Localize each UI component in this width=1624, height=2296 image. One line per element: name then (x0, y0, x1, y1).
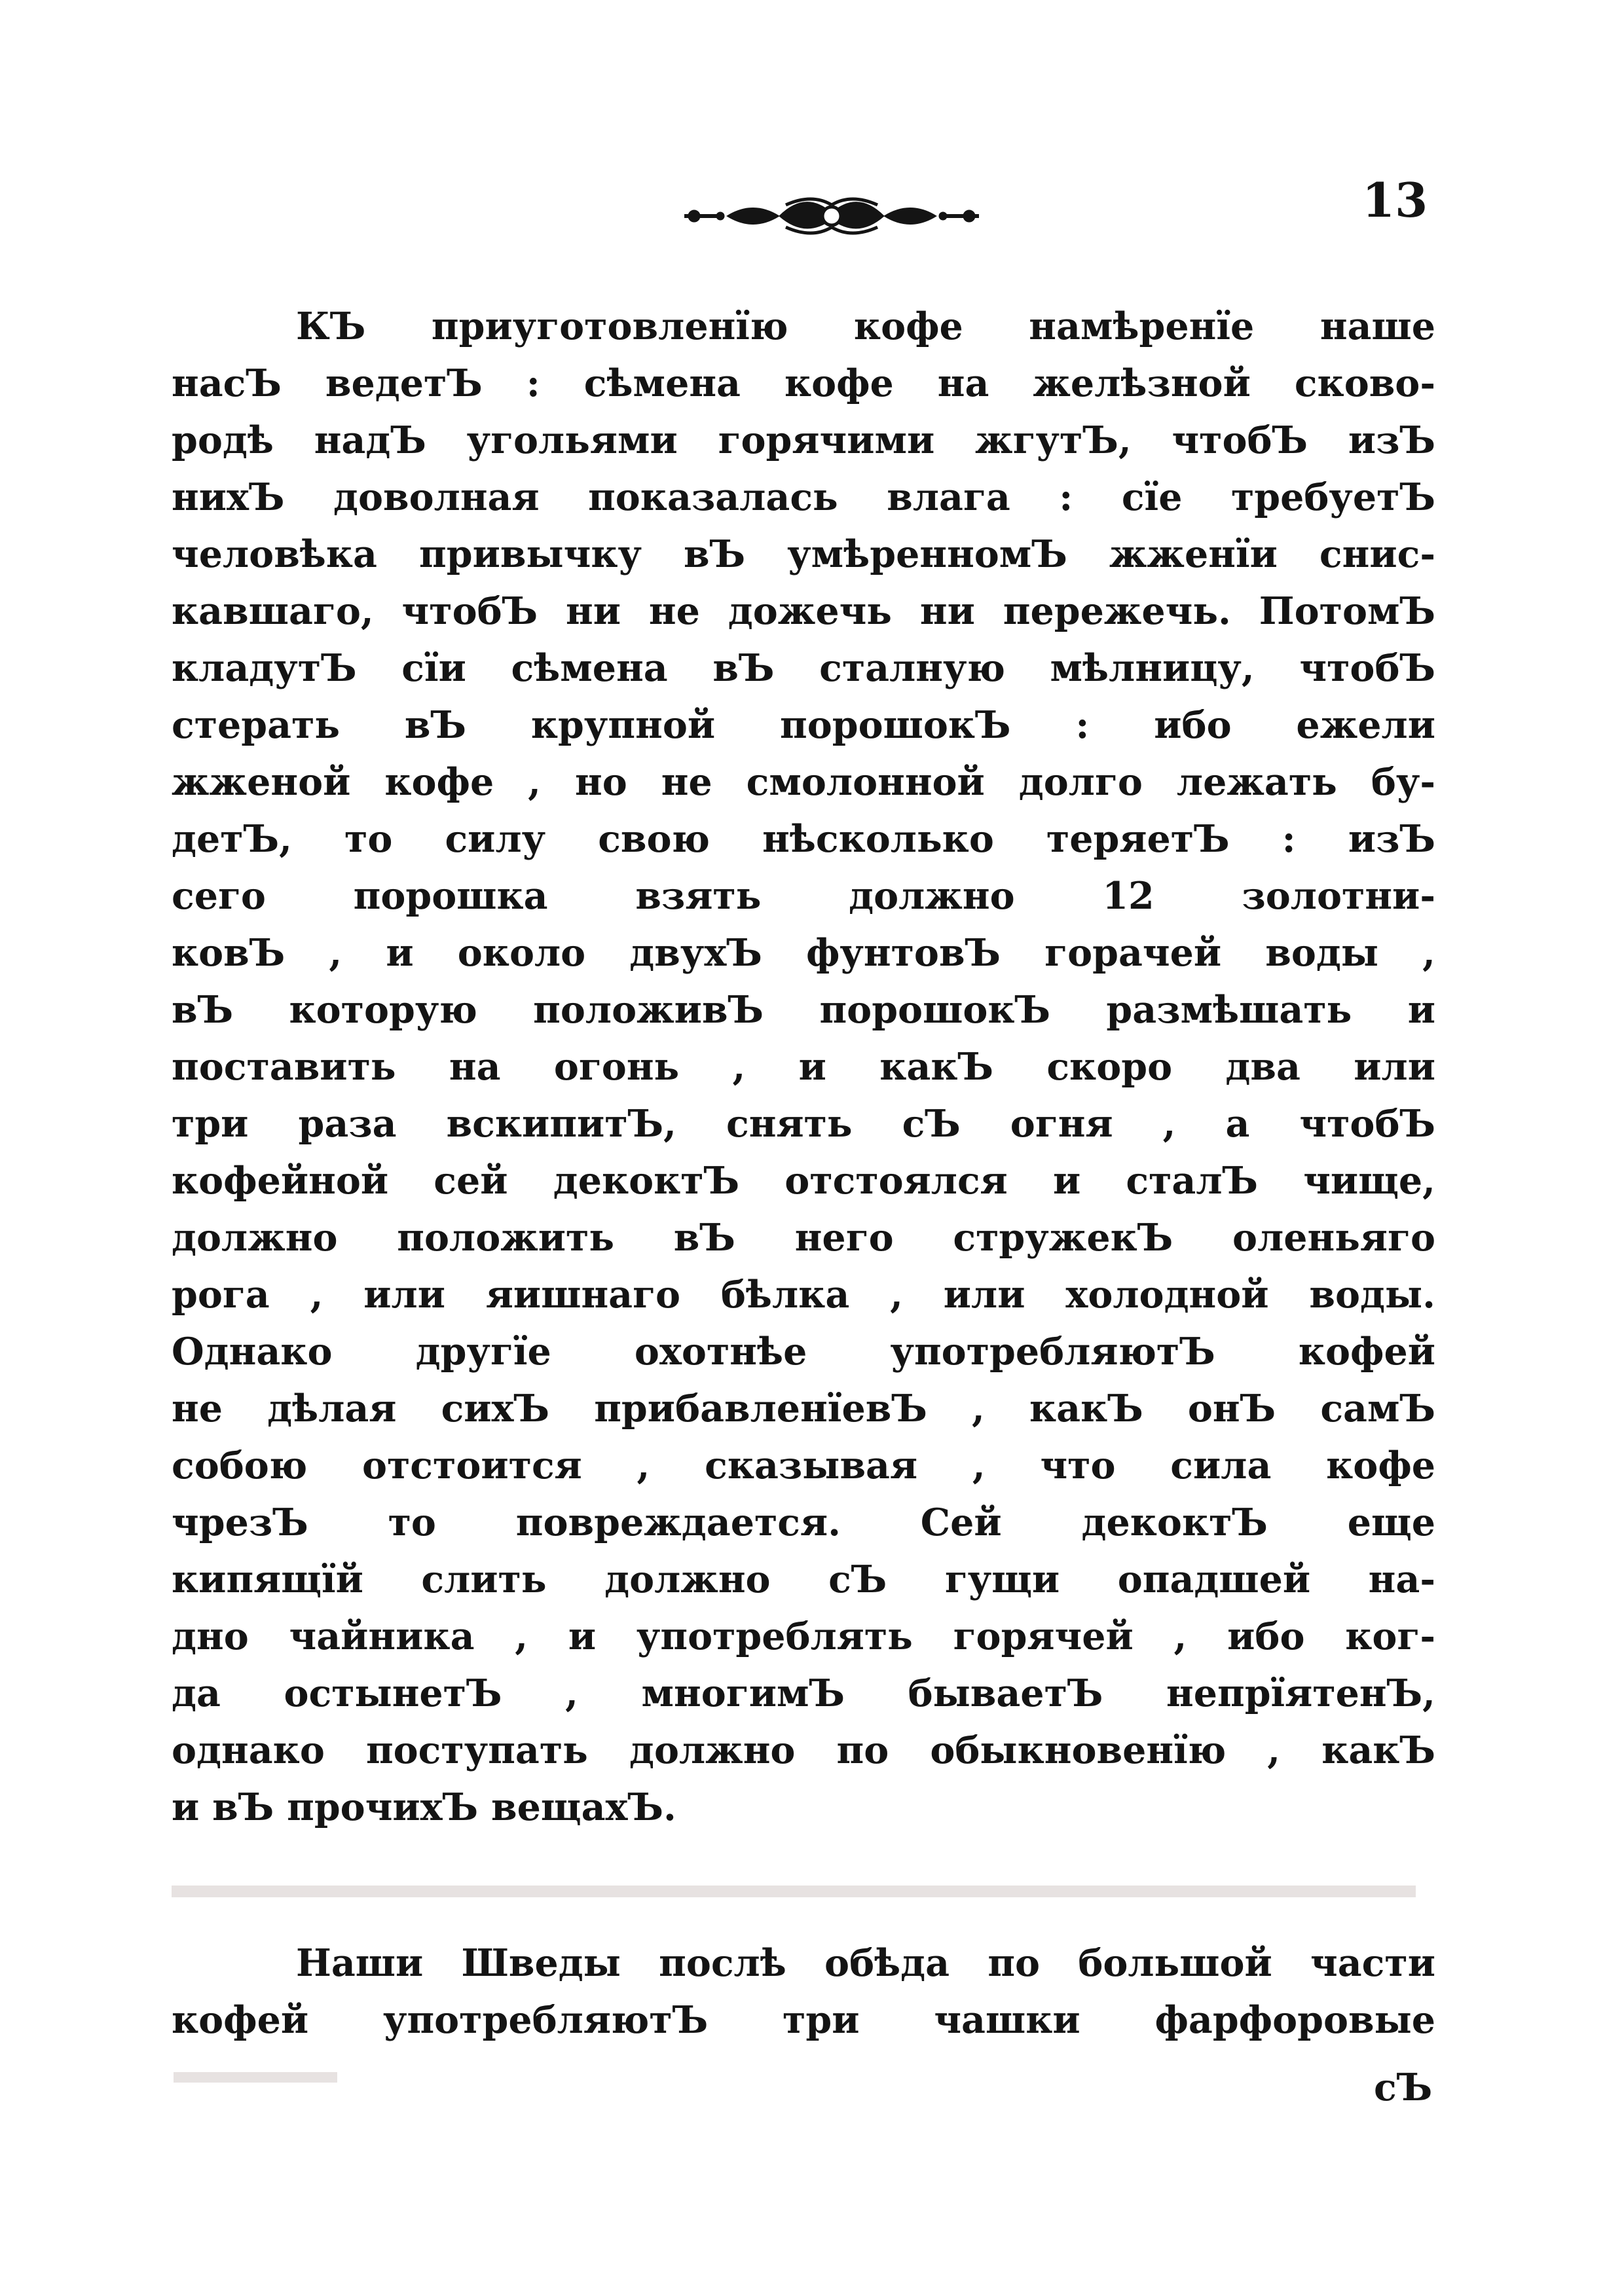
text-line: чрезЪ то повреждается. Сей декоктЪ еще (172, 1501, 1435, 1544)
text-line: кофейной сей декоктЪ отстоялся и сталЪ чище, (172, 1159, 1435, 1203)
text-line: поставить на огонь , и какЪ скоро два или (172, 1045, 1435, 1089)
text-line: не дѣлая сихЪ прибавленїевЪ , какЪ онЪ самЪ (172, 1387, 1435, 1430)
text-line: дно чайника , и употреблять горячей , ибо ког- (172, 1614, 1435, 1658)
text-line: нихЪ доволная показалась влага : сїе требуетЪ (172, 475, 1435, 519)
text-line: кавшаго, чтобЪ ни не дожечь ни пережечь. ПотомЪ (172, 589, 1435, 633)
text-line: вЪ которую положивЪ порошокЪ размѣшать и (172, 988, 1435, 1032)
text-line: три раза вскипитЪ, снять сЪ огня , а чтобЪ (172, 1102, 1435, 1146)
text-line: Наши Шведы послѣ обѣда по большой части (296, 1941, 1435, 1985)
text-line: стерать вЪ крупной порошокЪ : ибо ежели (172, 703, 1435, 747)
catchword: сЪ (1374, 2066, 1433, 2109)
text-line: и вЪ прочихЪ вещахЪ. (172, 1785, 676, 1829)
text-line: жженой кофе , но не смолонной долго лежать бу- (172, 760, 1435, 804)
text-line: ковЪ , и около двухЪ фунтовЪ горачей воды , (172, 931, 1435, 975)
text-line: рога , или яишнаго бѣлка , или холодной воды. (172, 1273, 1435, 1317)
page-number: 13 (1362, 172, 1428, 228)
text-line: сего порошка взять должно 12 золотни- (172, 874, 1435, 918)
text-line: да остынетЪ , многимЪ бываетЪ непрїятенЪ, (172, 1671, 1435, 1715)
text-line: должно положить вЪ него стружекЪ оленьяго (172, 1216, 1435, 1260)
text-line: Однако другїе охотнѣе употребляютЪ кофей (172, 1330, 1435, 1374)
text-line: человѣка привычку вЪ умѣренномЪ жженїи снис- (172, 532, 1435, 576)
paragraph-2 (172, 1935, 1435, 2049)
text-line: кипящїй слить должно сЪ гущи опадшей на- (172, 1558, 1435, 1601)
text-line: родѣ надЪ угольями горячими жгутЪ, чтобЪ изЪ (172, 418, 1435, 462)
text-line: кладутЪ сїи сѣмена вЪ сталную мѣлницу, чтобЪ (172, 646, 1435, 690)
text-line: детЪ, то силу свою нѣсколько теряетЪ : изЪ (172, 817, 1435, 861)
text-line: насЪ ведетЪ : сѣмена кофе на желѣзной сково- (172, 361, 1435, 405)
headpiece-ornament-icon (681, 187, 982, 246)
text-line: КЪ приуготовленїю кофе намѣренїе наше (296, 304, 1435, 348)
bleed-through-mark (174, 2072, 337, 2083)
text-line: собою отстоится , сказывая , что сила кофе (172, 1444, 1435, 1487)
bleed-through-mark (172, 1886, 1416, 1897)
paragraph-1 (172, 298, 1435, 1836)
text-line: однако поступать должно по обыкновенїю , какЪ (172, 1728, 1435, 1772)
text-line: кофей употребляютЪ три чашки фарфоровые (172, 1998, 1435, 2042)
